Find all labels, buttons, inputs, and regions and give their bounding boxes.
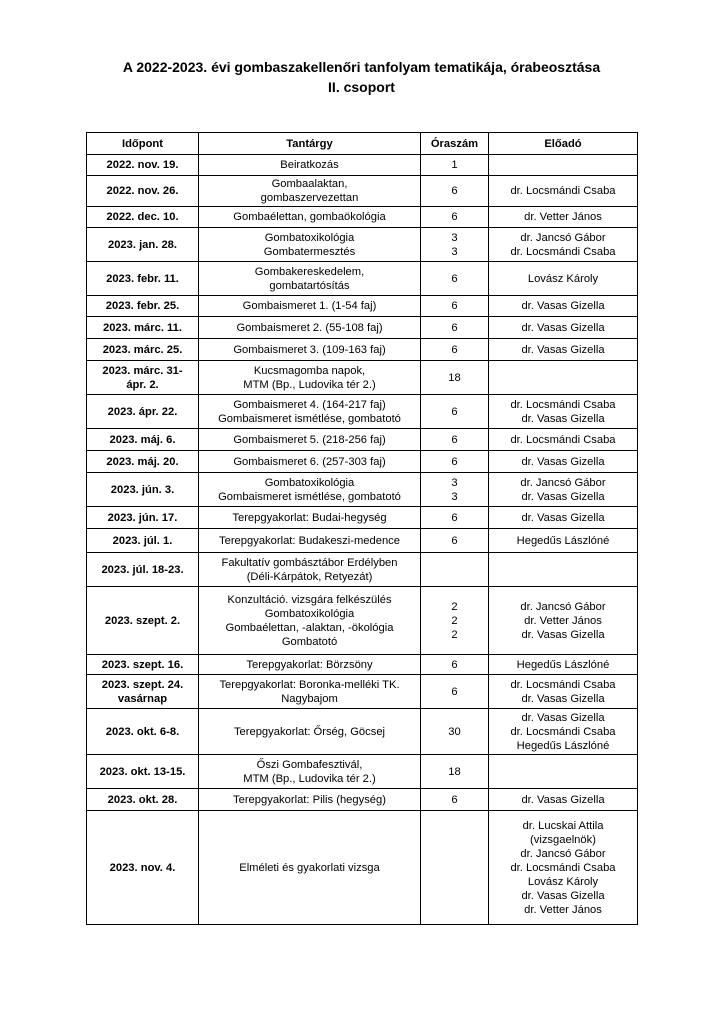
subject-cell — [199, 176, 421, 207]
lecturer-cell-line: dr. Vasas Gizella — [521, 711, 605, 724]
hours-cell — [421, 709, 489, 755]
header-subject: Tantárgy — [199, 133, 421, 155]
hours-cell — [421, 811, 489, 925]
subject-cell-line: Terepgyakorlat: Boronka-melléki TK. — [219, 678, 400, 691]
subject-cell-line: Gombaélettan, -alaktan, -ökológia — [225, 621, 394, 634]
hours-cell — [421, 207, 489, 228]
subject-cell — [199, 296, 421, 317]
lecturer-cell-line: dr. Vasas Gizella — [521, 321, 605, 334]
lecturer-cell — [489, 176, 638, 207]
subject-cell — [199, 675, 421, 709]
hours-cell — [421, 395, 489, 429]
table-row — [87, 507, 638, 529]
hours-cell — [421, 361, 489, 395]
date-cell-line: 2023. máj. 20. — [106, 455, 179, 468]
date-cell — [87, 429, 199, 451]
table-row — [87, 429, 638, 451]
hours-cell-line: 3 — [451, 490, 458, 503]
table-row — [87, 176, 638, 207]
subject-cell — [199, 429, 421, 451]
subject-cell-line: Terepgyakorlat: Pilis (hegység) — [233, 793, 386, 806]
subject-cell-line: Terepgyakorlat: Budakeszi-medence — [219, 534, 400, 547]
hours-cell-line: 6 — [451, 300, 458, 312]
hours-cell-line: 6 — [451, 455, 458, 468]
lecturer-cell-line: dr. Lucskai Attila — [522, 819, 604, 832]
date-cell — [87, 507, 199, 529]
subject-cell-line: Gombaismeret ismétlése, gombatotó — [218, 490, 401, 503]
table-row — [87, 339, 638, 361]
subject-cell-line: Gombatoxikológia — [264, 607, 355, 620]
table-row — [87, 296, 638, 317]
subject-cell — [199, 317, 421, 339]
hours-cell — [421, 317, 489, 339]
date-cell — [87, 553, 199, 587]
table-row — [87, 451, 638, 473]
hours-cell-line: 6 — [451, 211, 458, 223]
page-title — [0, 57, 723, 97]
hours-cell-line: 6 — [451, 433, 458, 446]
lecturer-cell-line: Hegedűs Lászlóné — [516, 739, 610, 752]
date-cell-line: vasárnap — [117, 692, 168, 705]
lecturer-cell-line: dr. Jancsó Gábor — [520, 600, 606, 613]
date-cell-line: 2023. ápr. 22. — [107, 405, 178, 418]
lecturer-cell-line: dr. Vasas Gizella — [521, 511, 605, 524]
subject-cell-line: Nagybajom — [281, 692, 338, 705]
subject-cell-line: Beiratkozás — [280, 159, 339, 171]
schedule-table — [86, 132, 638, 925]
subject-cell-line: gombaszervezettan — [260, 192, 359, 204]
hours-cell — [421, 655, 489, 675]
date-cell-line: 2023. márc. 31- — [102, 364, 183, 377]
subject-cell-line: Gombatoxikológia — [264, 476, 355, 489]
hours-cell-line: 6 — [451, 534, 458, 547]
table-row — [87, 207, 638, 228]
hours-cell-line: 18 — [448, 765, 461, 778]
lecturer-cell-line: dr. Vasas Gizella — [521, 412, 605, 425]
title-line-1: A 2022-2023. évi gombaszakellenőri tanfolyam tematikája, órabeosztása — [122, 59, 601, 75]
header-date: Időpont — [87, 133, 199, 155]
lecturer-cell-line: dr. Vasas Gizella — [521, 343, 605, 356]
subject-cell — [199, 473, 421, 507]
lecturer-cell — [489, 155, 638, 176]
lecturer-cell — [489, 429, 638, 451]
lecturer-cell — [489, 507, 638, 529]
date-cell-line: 2023. jún. 3. — [110, 483, 175, 496]
date-cell — [87, 361, 199, 395]
subject-cell-line: MTM (Bp., Ludovika tér 2.) — [243, 772, 376, 785]
hours-cell — [421, 529, 489, 553]
table-row — [87, 811, 638, 925]
lecturer-cell-line: dr. Vasas Gizella — [521, 889, 605, 902]
date-cell — [87, 529, 199, 553]
lecturer-cell-line: dr. Vasas Gizella — [521, 455, 605, 468]
hours-cell-line: 1 — [451, 159, 458, 171]
hours-cell — [421, 429, 489, 451]
lecturer-cell — [489, 317, 638, 339]
date-cell — [87, 675, 199, 709]
lecturer-cell — [489, 395, 638, 429]
date-cell — [87, 709, 199, 755]
hours-cell-line: 3 — [451, 231, 458, 244]
date-cell-line: 2023. szept. 24. — [101, 678, 184, 691]
hours-cell — [421, 339, 489, 361]
lecturer-cell-line: dr. Locsmándi Csaba — [510, 185, 616, 197]
table-row — [87, 317, 638, 339]
lecturer-cell — [489, 207, 638, 228]
lecturer-cell-line: dr. Locsmándi Csaba — [510, 245, 616, 258]
hours-cell-line: 3 — [451, 245, 458, 258]
lecturer-cell-line: dr. Vasas Gizella — [521, 490, 605, 503]
subject-cell-line: Gombaismeret 3. (109-163 faj) — [233, 343, 386, 356]
lecturer-cell-line: dr. Locsmándi Csaba — [510, 725, 616, 738]
hours-cell-line: 2 — [451, 614, 458, 627]
table-row — [87, 789, 638, 811]
lecturer-cell-line: dr. Locsmándi Csaba — [510, 433, 616, 446]
lecturer-cell — [489, 451, 638, 473]
lecturer-cell — [489, 339, 638, 361]
date-cell-line: 2023. márc. 11. — [102, 321, 182, 334]
lecturer-cell-line: Hegedűs Lászlóné — [516, 658, 610, 671]
hours-cell-line: 6 — [451, 793, 458, 806]
lecturer-cell — [489, 811, 638, 925]
hours-cell-line: 30 — [448, 725, 461, 738]
hours-cell — [421, 296, 489, 317]
date-cell-line: 2023. okt. 28. — [107, 793, 178, 806]
subject-cell — [199, 789, 421, 811]
hours-cell-line: 6 — [451, 272, 458, 285]
subject-cell — [199, 709, 421, 755]
date-cell-line: 2023. febr. 11. — [106, 272, 179, 285]
table-row — [87, 395, 638, 429]
lecturer-cell-line: dr. Jancsó Gábor — [520, 476, 606, 489]
date-cell-line: 2023. nov. 4. — [109, 861, 176, 874]
lecturer-cell-line: Lovász Károly — [527, 272, 599, 285]
table-row — [87, 262, 638, 296]
date-cell — [87, 789, 199, 811]
table-row — [87, 655, 638, 675]
hours-cell-line: 6 — [451, 658, 458, 671]
hours-cell-line: 6 — [451, 343, 458, 356]
lecturer-cell — [489, 553, 638, 587]
hours-cell-line: 3 — [451, 476, 458, 489]
hours-cell-line: 2 — [451, 600, 458, 613]
subject-cell-line: Gombaismeret ismétlése, gombatotó — [218, 412, 401, 425]
date-cell-line: 2023. márc. 25. — [102, 343, 183, 356]
table-row — [87, 755, 638, 789]
hours-cell — [421, 789, 489, 811]
date-cell-line: 2022. nov. 19. — [106, 159, 179, 171]
subject-cell — [199, 529, 421, 553]
hours-cell — [421, 587, 489, 655]
lecturer-cell-line: (vizsgaelnök) — [530, 833, 596, 846]
subject-cell — [199, 755, 421, 789]
lecturer-cell-line: dr. Vasas Gizella — [521, 692, 605, 705]
date-cell-line: 2022. dec. 10. — [106, 211, 179, 223]
lecturer-cell-line: dr. Vetter János — [524, 903, 602, 916]
subject-cell — [199, 207, 421, 228]
subject-cell-line: Gombatotó — [281, 635, 338, 648]
lecturer-cell — [489, 789, 638, 811]
hours-cell-line: 18 — [448, 371, 461, 384]
date-cell-line: 2023. okt. 13-15. — [99, 765, 186, 778]
date-cell-line: 2023. szept. 2. — [104, 614, 181, 627]
subject-cell-line: Gombatermesztés — [263, 245, 356, 258]
subject-cell — [199, 361, 421, 395]
subject-cell-line: Őszi Gombafesztivál, — [256, 758, 363, 771]
subject-cell-line: Gombakereskedelem, — [254, 265, 365, 278]
subject-cell-line: Gombaismeret 1. (1-54 faj) — [242, 300, 377, 312]
date-cell — [87, 262, 199, 296]
lecturer-cell-line: dr. Locsmándi Csaba — [510, 678, 616, 691]
subject-cell — [199, 553, 421, 587]
subject-cell-line: Terepgyakorlat: Börzsöny — [246, 658, 373, 671]
subject-cell-line: Gombaalaktan, — [271, 178, 348, 190]
lecturer-cell — [489, 755, 638, 789]
hours-cell-line: 6 — [451, 405, 458, 418]
subject-cell-line: Terepgyakorlat: Őrség, Göcsej — [233, 725, 386, 738]
lecturer-cell-line: Lovász Károly — [527, 875, 599, 888]
subject-cell — [199, 155, 421, 176]
subject-cell-line: Fakultatív gombásztábor Erdélyben — [221, 556, 398, 569]
lecturer-cell — [489, 587, 638, 655]
lecturer-cell — [489, 228, 638, 262]
subject-cell-line: Elméleti és gyakorlati vizsga — [239, 861, 380, 874]
subject-cell — [199, 655, 421, 675]
date-cell — [87, 155, 199, 176]
hours-cell — [421, 176, 489, 207]
subject-cell — [199, 811, 421, 925]
table-row — [87, 709, 638, 755]
lecturer-cell-line: dr. Vetter János — [524, 211, 602, 223]
date-cell — [87, 176, 199, 207]
subject-cell-line: Gombaélettan, gombaökológia — [233, 211, 386, 223]
subject-cell-line: Kucsmagomba napok, — [253, 364, 366, 377]
date-cell-line: 2023. jún. 17. — [107, 511, 178, 524]
lecturer-cell — [489, 473, 638, 507]
subject-cell-line: Gombaismeret 4. (164-217 faj) — [233, 398, 386, 411]
subject-cell-line: Gombaismeret 5. (218-256 faj) — [233, 433, 386, 446]
date-cell-line: 2023. szept. 16. — [101, 658, 184, 671]
lecturer-cell — [489, 262, 638, 296]
hours-cell — [421, 155, 489, 176]
lecturer-cell — [489, 655, 638, 675]
date-cell — [87, 317, 199, 339]
header-hours: Óraszám — [421, 133, 489, 155]
hours-cell — [421, 451, 489, 473]
hours-cell-line: 6 — [451, 321, 458, 334]
date-cell-line: 2022. nov. 26. — [106, 185, 179, 197]
subject-cell-line: Konzultáció. vizsgára felkészülés — [227, 593, 392, 606]
lecturer-cell — [489, 709, 638, 755]
date-cell-line: 2023. febr. 25. — [105, 300, 180, 312]
table-row — [87, 587, 638, 655]
table-header-row — [87, 133, 638, 155]
table-body — [87, 155, 638, 925]
lecturer-cell — [489, 361, 638, 395]
hours-cell — [421, 553, 489, 587]
lecturer-cell-line: dr. Vetter János — [524, 614, 602, 627]
date-cell-line: 2023. júl. 18-23. — [101, 563, 184, 576]
header-lecturer: Előadó — [489, 133, 638, 155]
date-cell-line: 2023. máj. 6. — [109, 433, 176, 446]
hours-cell — [421, 262, 489, 296]
hours-cell — [421, 507, 489, 529]
subject-cell — [199, 507, 421, 529]
lecturer-cell-line: dr. Locsmándi Csaba — [510, 861, 616, 874]
date-cell — [87, 228, 199, 262]
lecturer-cell-line: Hegedűs Lászlóné — [516, 534, 610, 547]
table-row — [87, 553, 638, 587]
lecturer-cell-line: dr. Vasas Gizella — [521, 628, 605, 641]
date-cell — [87, 811, 199, 925]
lecturer-cell — [489, 296, 638, 317]
date-cell — [87, 473, 199, 507]
table-row — [87, 473, 638, 507]
table-row — [87, 361, 638, 395]
subject-cell-line: Terepgyakorlat: Budai-hegység — [232, 511, 387, 524]
hours-cell — [421, 675, 489, 709]
title-line-2: II. csoport — [328, 79, 395, 95]
date-cell-line: 2023. okt. 6-8. — [105, 725, 180, 738]
subject-cell — [199, 587, 421, 655]
subject-cell — [199, 451, 421, 473]
table-row — [87, 155, 638, 176]
date-cell — [87, 339, 199, 361]
subject-cell — [199, 262, 421, 296]
table-row — [87, 529, 638, 553]
subject-cell — [199, 228, 421, 262]
subject-cell-line: (Déli-Kárpátok, Retyezát) — [246, 570, 373, 583]
lecturer-cell-line: dr. Jancsó Gábor — [520, 847, 606, 860]
lecturer-cell — [489, 529, 638, 553]
hours-cell-line: 6 — [451, 511, 458, 524]
hours-cell-line: 2 — [451, 628, 458, 641]
hours-cell — [421, 755, 489, 789]
table-row — [87, 228, 638, 262]
hours-cell-line: 6 — [451, 185, 458, 197]
table-row — [87, 675, 638, 709]
hours-cell-line: 6 — [451, 685, 458, 698]
lecturer-cell-line: dr. Jancsó Gábor — [520, 231, 606, 244]
date-cell — [87, 655, 199, 675]
hours-cell — [421, 228, 489, 262]
date-cell — [87, 296, 199, 317]
lecturer-cell-line: dr. Vasas Gizella — [521, 300, 605, 312]
date-cell-line: ápr. 2. — [126, 378, 159, 391]
date-cell-line: 2023. jan. 28. — [107, 238, 178, 251]
date-cell — [87, 755, 199, 789]
subject-cell-line: Gombaismeret 6. (257-303 faj) — [233, 455, 386, 468]
hours-cell — [421, 473, 489, 507]
subject-cell-line: Gombaismeret 2. (55-108 faj) — [236, 321, 383, 334]
lecturer-cell-line: dr. Vasas Gizella — [521, 793, 605, 806]
date-cell-line: 2023. júl. 1. — [112, 534, 173, 547]
date-cell — [87, 395, 199, 429]
subject-cell-line: gombatartósítás — [269, 279, 350, 292]
subject-cell-line: MTM (Bp., Ludovika tér 2.) — [243, 378, 376, 391]
subject-cell — [199, 339, 421, 361]
subject-cell-line: Gombatoxikológia — [264, 231, 355, 244]
date-cell — [87, 587, 199, 655]
lecturer-cell-line: dr. Locsmándi Csaba — [510, 398, 616, 411]
subject-cell — [199, 395, 421, 429]
date-cell — [87, 207, 199, 228]
lecturer-cell — [489, 675, 638, 709]
date-cell — [87, 451, 199, 473]
